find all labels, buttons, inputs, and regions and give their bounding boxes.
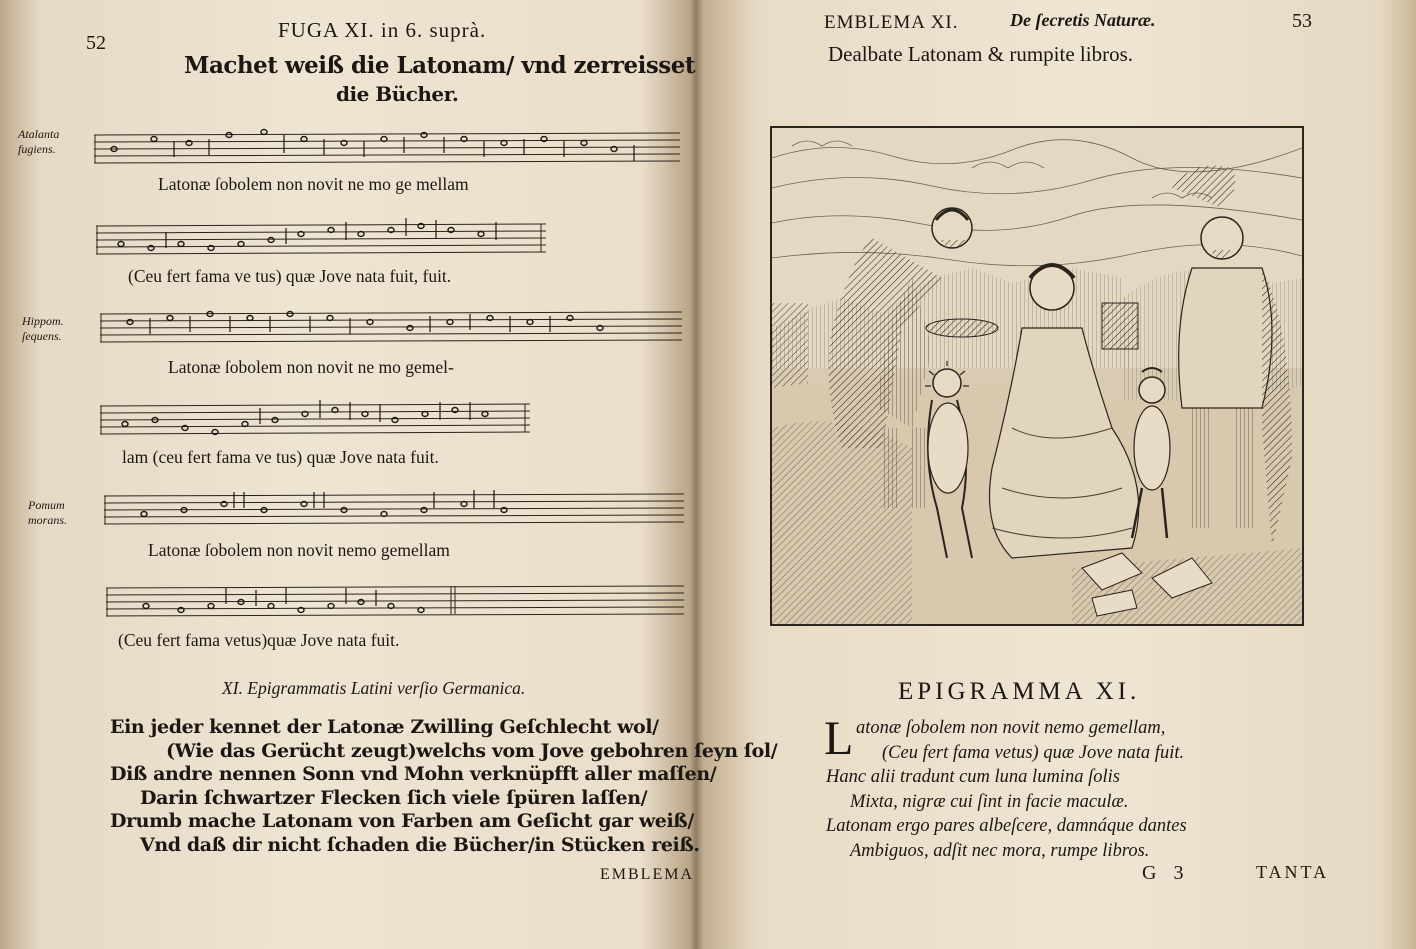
voice-label-atalanta: Atalanta fugiens. bbox=[18, 127, 60, 156]
book-held bbox=[1102, 303, 1138, 349]
epigram-dropcap: L bbox=[824, 712, 854, 765]
german-verse-line-3: Diß andre nennen Sonn vnd Mohn verknüpfft aller maſſen/ bbox=[110, 763, 717, 785]
engraving-illustration bbox=[772, 128, 1302, 624]
emblem-motto: Dealbate Latonam & rumpite libros. bbox=[828, 42, 1133, 66]
epigram-line-3: Hanc alii tradunt cum luna lumina ſolis bbox=[826, 767, 1120, 787]
epigram-line-4: Mixta, nigræ cui ſint in facie maculæ. bbox=[850, 791, 1129, 812]
german-verse-line-2: (Wie das Gerücht zeugt)welchs vom Jove gebohren ſeyn ſol/ bbox=[166, 739, 778, 762]
emblem-engraving bbox=[770, 126, 1304, 626]
right-page bbox=[698, 0, 1416, 949]
page-number-right: 53 bbox=[1292, 10, 1312, 32]
music-staff-5 bbox=[104, 488, 684, 530]
epigram-title: EPIGRAMMA XI. bbox=[898, 678, 1141, 705]
music-staff-4 bbox=[100, 398, 530, 440]
catchword-right: TANTA bbox=[1256, 862, 1330, 882]
lyric-voice2-line2: lam (ceu fert fama ve tus) quæ Jove nata fuit. bbox=[122, 447, 439, 467]
tower bbox=[772, 303, 808, 393]
epigram-line-5: Latonam ergo pares albeſcere, damnáque dantes bbox=[826, 816, 1187, 836]
lyric-voice1-line2: (Ceu fert fama ve tus) quæ Jove nata fuit, fuit. bbox=[128, 266, 452, 286]
lyric-voice2-line1: Latonæ ſobolem non novit ne mo gemel- bbox=[168, 357, 454, 377]
music-staff-2 bbox=[96, 218, 546, 260]
page-number-left: 52 bbox=[86, 32, 106, 54]
voice-label-pomum: Pomum morans. bbox=[28, 498, 68, 527]
german-verse bbox=[110, 716, 777, 857]
music-staff-1 bbox=[94, 127, 680, 169]
lyric-voice1-line1: Latonæ ſobolem non novit ne mo ge mellam bbox=[158, 174, 469, 194]
german-title-line1: Machet weiß die Latonam/ vnd zerreisset bbox=[184, 52, 696, 79]
german-verse-line-6: Vnd daß dir nicht ſchaden die Bücher/in Stücken reiß. bbox=[140, 833, 700, 856]
voice-label-hippomenes: Hippom. ſequens. bbox=[22, 314, 64, 343]
epigram-translation-heading: XI. Epigrammatis Latini verſio Germanica. bbox=[222, 678, 526, 698]
music-staff-3 bbox=[100, 306, 682, 348]
emblem-subject: De ſecretis Naturæ. bbox=[1010, 10, 1156, 30]
epigram-line-2: (Ceu fert fama vetus) quæ Jove nata fuit. bbox=[882, 742, 1185, 763]
epigram-verse bbox=[826, 716, 1187, 863]
german-title-line2: die Bücher. bbox=[336, 82, 459, 106]
catchword-left: EMBLEMA bbox=[600, 866, 694, 883]
lyric-voice3-line2: (Ceu fert fama vetus)quæ Jove nata fuit. bbox=[118, 630, 400, 650]
epigram-line-6: Ambiguos, adſit nec mora, rumpe libros. bbox=[850, 840, 1150, 861]
german-verse-line-5: Drumb mache Latonam von Farben am Geſicht gar weiß/ bbox=[110, 810, 694, 832]
running-head: FUGA XI. in 6. suprà. bbox=[278, 18, 487, 42]
music-staff-6 bbox=[106, 580, 684, 622]
german-verse-line-1: Ein jeder kennet der Latonæ Zwilling Geſchlecht wol/ bbox=[110, 716, 659, 738]
signature-mark: G 3 bbox=[1142, 862, 1190, 884]
epigram-line-1: atonæ ſobolem non novit nemo gemellam, bbox=[856, 718, 1166, 738]
emblem-label: EMBLEMA XI. bbox=[824, 12, 959, 33]
lyric-voice3-line1: Latonæ ſobolem non novit nemo gemellam bbox=[148, 540, 450, 560]
german-verse-line-4: Darin ſchwartzer Flecken ſich viele ſpüren laſſen/ bbox=[140, 786, 648, 809]
